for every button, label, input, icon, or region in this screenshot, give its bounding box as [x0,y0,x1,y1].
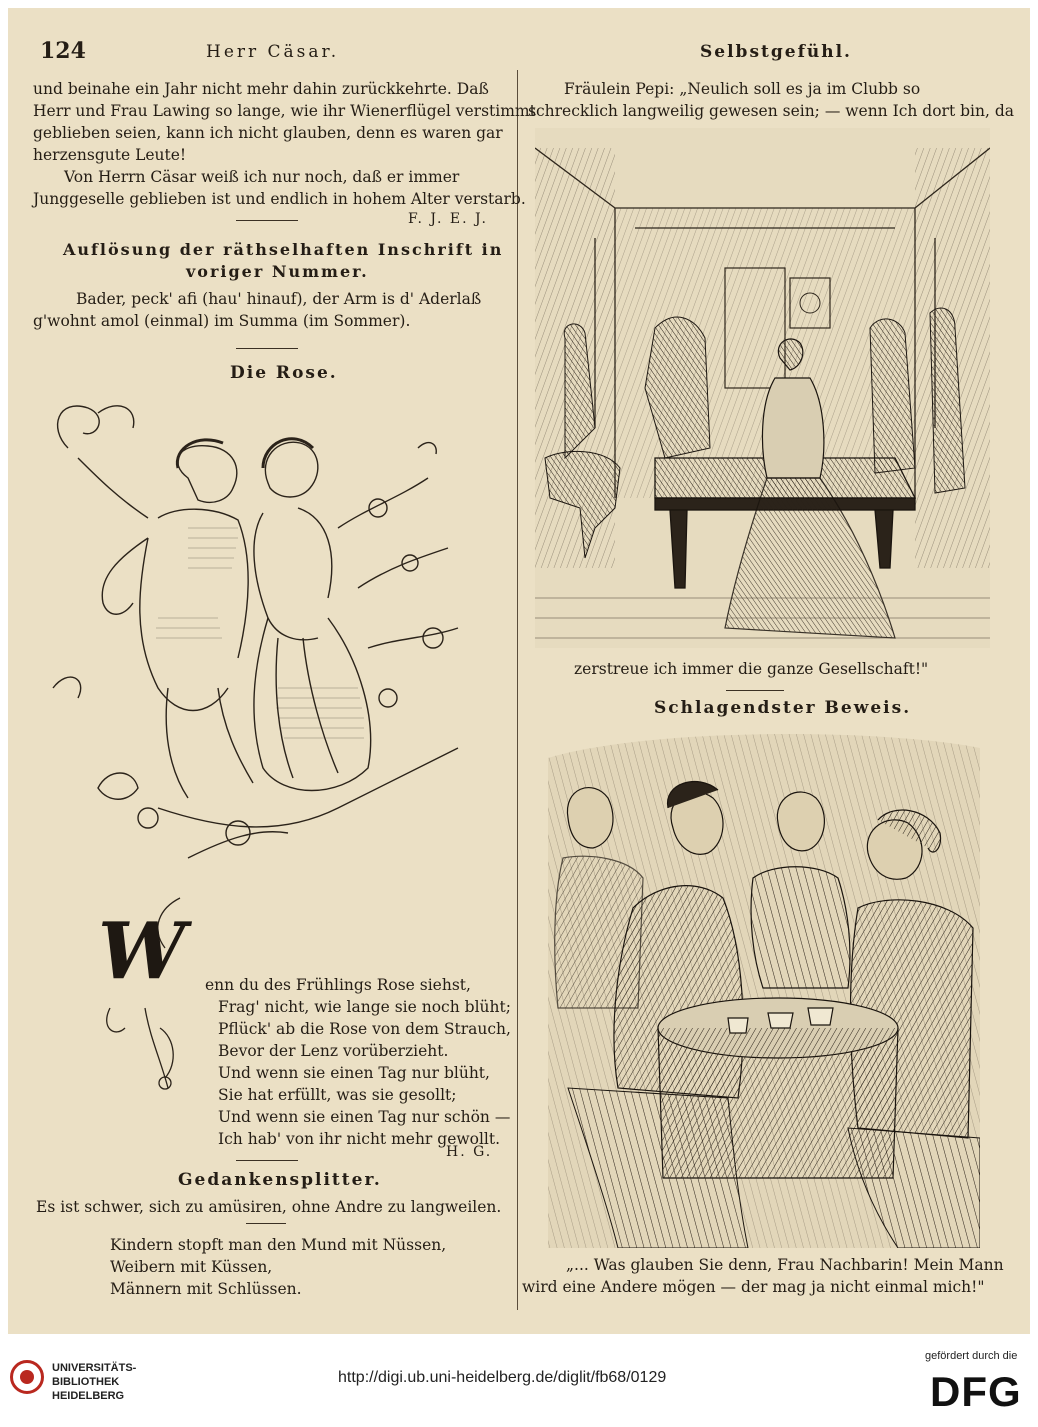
cartoon1-title: Selbstgefühl. [700,42,852,62]
library-name-line: BIBLIOTHEK [52,1376,120,1388]
page-number: 124 [40,38,86,64]
solution-title: Auflösung der räthselhaften Inschrift in [63,240,504,259]
poem-line: Bevor der Lenz vorüberzieht. [218,1042,449,1060]
poem-line: Und wenn sie einen Tag nur blüht, [218,1064,490,1082]
cartoon2-caption-line: wird eine Andere mögen — der mag ja nicht einmal mich!" [522,1278,985,1296]
story-line: herzensgute Leute! [33,146,187,164]
story-line: und beinahe ein Jahr nicht mehr dahin zurückkehrte. Daß [33,80,489,98]
column-divider [517,70,518,1310]
poem-initial: W [98,906,186,997]
cartoon1-caption-line: Fräulein Pepi: „Neulich soll es ja im Clubb so [564,80,921,98]
funding-label: gefördert durch die [925,1350,1018,1362]
running-title: Herr Cäsar. [206,42,340,62]
aphorism-verse-line: Männern mit Schlüssen. [110,1280,302,1298]
university-seal-icon [10,1360,44,1394]
cartoon1-caption-end: zerstreue ich immer die ganze Gesellschaft!" [574,660,929,678]
poem-line: Ich hab' von ihr nicht mehr gewollt. [218,1130,501,1148]
library-name-line: HEIDELBERG [52,1390,125,1402]
poem-line: enn du des Frühlings Rose siehst, [205,976,471,994]
paper-sheet [8,8,1030,1334]
poem-line: Pflück' ab die Rose von dem Strauch, [218,1020,511,1038]
story-signature: F. J. E. J. [408,211,488,227]
solution-line: Bader, peck' afi (hau' hinauf), der Arm is d' Aderlaß [76,290,482,308]
solution-title: voriger Nummer. [186,262,369,281]
poem-line: Sie hat erfüllt, was sie gesollt; [218,1086,457,1104]
library-name-line: UNIVERSITÄTS- [52,1362,137,1374]
separator [236,220,298,221]
story-line: geblieben seien, kann ich nicht glauben, denn es waren gar [33,124,503,142]
aphorisms-title: Gedankensplitter. [178,1170,382,1190]
aphorism-line: Es ist schwer, sich zu amüsiren, ohne Andre zu langweilen. [36,1198,502,1216]
footer-bar [0,1338,1038,1427]
separator [236,1160,298,1161]
aphorism-verse-line: Kindern stopft man den Mund mit Nüssen, [110,1236,447,1254]
document-url-link[interactable]: http://digi.ub.uni-heidelberg.de/diglit/fb68/0129 [338,1369,667,1386]
aphorism-verse-line: Weibern mit Küssen, [110,1258,273,1276]
story-line: Von Herrn Cäsar weiß ich nur noch, daß er immer [64,168,460,186]
dfg-logo: DFG [930,1368,1022,1415]
solution-line: g'wohnt amol (einmal) im Summa (im Sommer). [33,312,411,330]
piano-salon-illustration [535,128,990,648]
story-line: Herr und Frau Lawing so lange, wie ihr Wienerflügel verstimmt [33,102,536,120]
couple-among-roses-illustration [38,388,488,878]
poem-title: Die Rose. [230,363,338,383]
story-line: Junggeselle geblieben ist und endlich in hohem Alter verstarb. [33,190,526,208]
coffee-gossip-illustration [548,728,980,1248]
cartoon2-caption-line: „... Was glauben Sie denn, Frau Nachbarin! Mein Mann [566,1256,1004,1274]
cartoon2-title: Schlagendster Beweis. [654,698,912,718]
separator [726,690,784,691]
poem-signature: H. G. [446,1144,493,1160]
poem-line: Und wenn sie einen Tag nur schön — [218,1108,511,1126]
cartoon1-caption-line: schrecklich langweilig gewesen sein; — wenn Ich dort bin, da [528,102,1015,120]
poem-line: Frag' nicht, wie lange sie noch blüht; [218,998,511,1016]
separator [246,1223,286,1224]
separator [236,348,298,349]
